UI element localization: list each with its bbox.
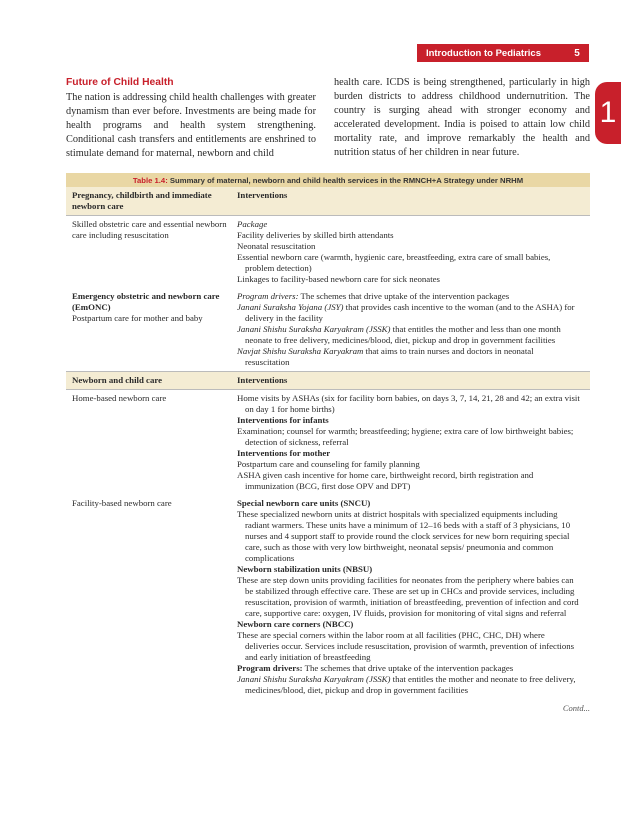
drivers-label: Program drivers:	[237, 291, 299, 301]
list-item: Facility deliveries by skilled birth attendants	[237, 230, 394, 240]
nssk-name: Navjat Shishu Suraksha Karyakram	[237, 346, 364, 356]
row-label	[72, 291, 237, 368]
home-visits-text: Home visits by ASHAs (six for facility born babies, on days 3, 7, 14, 21, 28 and 42; an extra visit on day 1 for home births)	[237, 393, 580, 414]
section-title: Future of Child Health	[66, 77, 174, 88]
table-row	[66, 216, 590, 288]
list-item: Essential newborn care (warmth, hygienic care, breastfeeding, extra care of small babies, problem detection)	[237, 252, 551, 273]
mother-text: Postpartum care and counseling for family planning	[237, 459, 420, 469]
table-label: Table 1.4:	[132, 176, 168, 185]
row-content	[237, 219, 584, 285]
row-label: Skilled obstetric care and essential newborn care including resuscitation	[72, 219, 227, 240]
table-header-right: Interventions	[237, 190, 288, 200]
row-label-plain: Postpartum care for mother and baby	[72, 313, 203, 323]
jssk-text: that entitles the mother and less than one month neonate to free delivery, medicines/blood, diet, pickup and drop in government facilities	[245, 324, 561, 345]
list-item: Linkages to facility-based newborn care for sick neonates	[237, 274, 440, 284]
intro-left-paragraph: The nation is addressing child health challenges with greater dynamism than ever before. Investments are being made for health programs and health system strengthening. Conditional cash transfers and entitlements are enshrined to stimulate demand for maternal, newborn and child	[66, 92, 316, 159]
table-header-row	[66, 187, 590, 216]
nbsu-heading: Newborn stabilization units (NBSU)	[237, 564, 373, 574]
mother-text: ASHA given cash incentive for home care, birthweight record, birth registration and immunization (BCG, first dose OPV and DPT)	[237, 470, 534, 491]
row-label: Home-based newborn care	[72, 393, 167, 403]
jsy-name: Janani Suraksha Yojana (JSY)	[237, 302, 344, 312]
table-row	[66, 495, 590, 699]
nbcc-text: These are special corners within the labor room at all facilities (PHC, CHC, DH) where deliveries occur. Services include resuscitation, provision of warmth, prevention of infections and early initiation of breastfeeding	[237, 630, 575, 662]
list-item: Neonatal resuscitation	[237, 241, 316, 251]
table-row	[66, 288, 590, 371]
row-content	[237, 498, 584, 696]
jssk-name: Janani Shishu Suraksha Karyakram (JSSK)	[237, 324, 391, 334]
intro-right-paragraph: health care. ICDS is being strengthened, particularly in high burden districts to address childhood undernutrition. The country is surging ahead with stronger economy and accelerated development. India is poised to attain low child mortality rate, and improve remarkably the health and nutrition status of her children in near future.	[334, 77, 590, 158]
table-subheader-left: Newborn and child care	[72, 375, 163, 385]
table-caption-text: Summary of maternal, newborn and child health services in the RMNCH+A Strategy under NRHM	[169, 176, 524, 185]
drivers-text: The schemes that drive uptake of the intervention packages	[300, 291, 510, 301]
infants-heading: Interventions for infants	[237, 415, 329, 425]
row-label-bold: Emergency obstetric and newborn care (EmONC)	[72, 291, 220, 312]
chapter-tab	[595, 82, 621, 144]
mother-heading: Interventions for mother	[237, 448, 331, 458]
nbsu-text: These are step down units providing facilities for neonates from the periphery where babies can be stabilized through effective care. These are set up in CHCs and provide services, including resuscitation, provision of warmth, initiation of breastfeeding, prevention of infection and cord care, supportive care: oxygen, IV fluids, provision for monitoring of vital signs and referral	[237, 575, 579, 618]
drivers-text: The schemes that drive uptake of the intervention packages	[304, 663, 514, 673]
summary-table	[66, 173, 590, 699]
table-subheader-row	[66, 371, 590, 390]
nbcc-heading: Newborn care corners (NBCC)	[237, 619, 354, 629]
row-content	[237, 291, 584, 368]
table-subheader-right: Interventions	[237, 375, 288, 385]
drivers-label: Program drivers:	[237, 663, 303, 673]
continued-label: Contd...	[562, 703, 590, 713]
chapter-number: 1	[599, 96, 617, 129]
table-row	[66, 390, 590, 495]
intro-section	[66, 76, 590, 161]
table-header-left: Pregnancy, childbirth and immediate newborn care	[72, 190, 212, 211]
intro-left-column	[66, 76, 316, 161]
running-title: Introduction to Pediatrics	[425, 47, 541, 59]
page-number: 5	[574, 47, 580, 59]
jssk-name: Janani Shishu Suraksha Karyakram (JSSK)	[237, 674, 391, 684]
sncu-heading: Special newborn care units (SNCU)	[237, 498, 371, 508]
jssk-text: that entitles the mother and neonate to free delivery, medicines/blood, diet, pickup and drop in government facilities	[245, 674, 576, 695]
jsy-text: that provides cash incentive to the woman (and to the ASHA) for delivery in the facility	[245, 302, 575, 323]
nssk-text: that aims to train nurses and doctors in neonatal resuscitation	[245, 346, 534, 367]
sncu-text: These specialized newborn units at district hospitals with specialized equipments including radiant warmers. These units have a minimum of 12–16 beds with a staff of 3 physicians, 10 nurses and 4 support staff to provide round the clock services for new born requiring special care, such as those with very low birthweight, neonatal sepsis/ pneumonia and common complications	[237, 509, 571, 563]
running-header	[417, 44, 589, 62]
infants-text: Examination; counsel for warmth; breastfeeding; hygiene; extra care of low birthweight babies; detection of sickness, referral	[237, 426, 574, 447]
table-caption	[66, 173, 590, 187]
row-label: Facility-based newborn care	[72, 498, 172, 508]
intro-right-column	[334, 76, 590, 161]
row-content	[237, 393, 584, 492]
package-label: Package	[237, 219, 268, 229]
